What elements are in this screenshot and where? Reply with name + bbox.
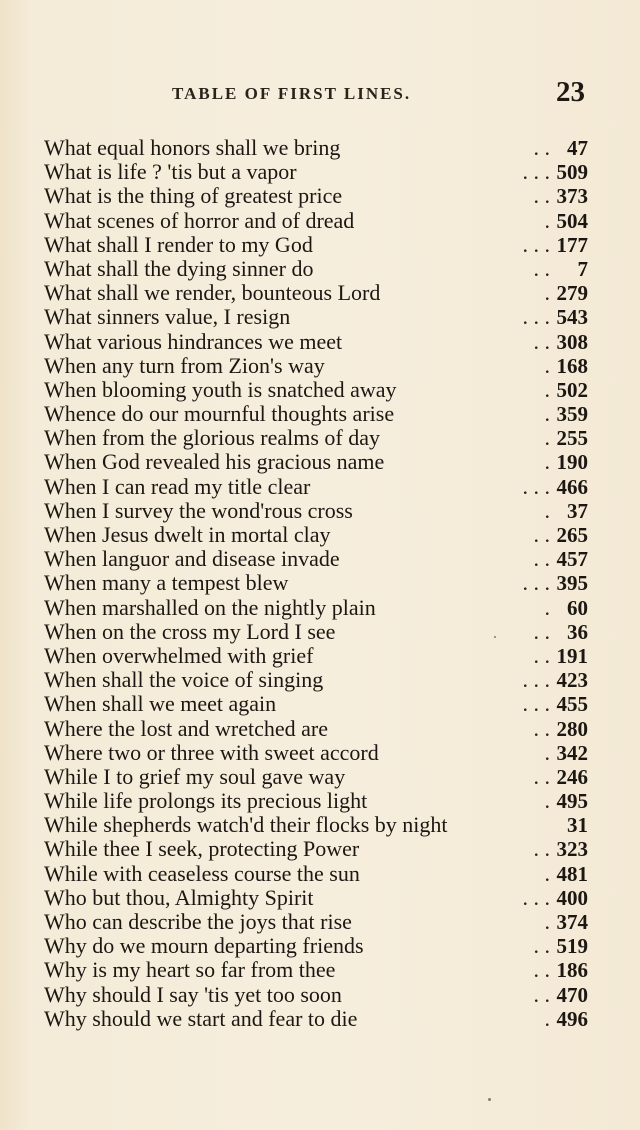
dot-leader: . . bbox=[533, 933, 550, 959]
hymn-number: 466 bbox=[556, 474, 588, 499]
first-line-text: Whence do our mournful thoughts arise bbox=[44, 401, 395, 427]
index-entry bbox=[44, 136, 590, 160]
hymn-number: 279 bbox=[556, 281, 588, 306]
index-entry bbox=[44, 692, 590, 716]
paper-speck bbox=[488, 1098, 491, 1101]
index-entry bbox=[44, 571, 590, 595]
index-entry bbox=[44, 837, 590, 861]
index-entry bbox=[44, 741, 590, 765]
hymn-number: 168 bbox=[556, 353, 588, 378]
first-line-text: When any turn from Zion's way bbox=[44, 352, 325, 378]
hymn-number: 36 bbox=[567, 619, 588, 644]
dot-leader: . . . bbox=[522, 667, 550, 693]
first-line-text: While shepherds watch'd their flocks by night bbox=[44, 812, 448, 838]
dot-leader: . . . bbox=[522, 691, 550, 717]
first-line-text: What shall I render to my God bbox=[44, 231, 313, 257]
hymn-number: 543 bbox=[556, 305, 588, 330]
dot-leader: . . bbox=[533, 255, 550, 281]
hymn-number: 37 bbox=[567, 498, 588, 523]
first-line-text: What is life ? 'tis but a vapor bbox=[44, 159, 297, 185]
hymn-number: 373 bbox=[556, 184, 588, 209]
hymn-number: 47 bbox=[567, 136, 588, 160]
dot-leader: . bbox=[544, 401, 550, 427]
running-title: TABLE OF FIRST LINES. bbox=[172, 84, 412, 103]
dot-leader: . . bbox=[533, 957, 550, 983]
hymn-number: 265 bbox=[556, 523, 588, 547]
dot-leader: . bbox=[544, 497, 550, 523]
index-entry bbox=[44, 160, 590, 184]
index-entry bbox=[44, 330, 590, 354]
hymn-number: 177 bbox=[556, 232, 588, 257]
first-line-text: When on the cross my Lord I see bbox=[44, 618, 336, 644]
dot-leader: . bbox=[544, 909, 550, 934]
index-entry bbox=[44, 378, 590, 402]
first-line-text: Where the lost and wretched are bbox=[44, 715, 329, 741]
first-line-text: When many a tempest blew bbox=[44, 570, 289, 596]
index-entry bbox=[44, 620, 590, 644]
page-header bbox=[0, 78, 640, 108]
hymn-number: 509 bbox=[556, 160, 588, 185]
index-entry bbox=[44, 450, 590, 474]
index-entry bbox=[44, 354, 590, 378]
first-line-text: When from the glorious realms of day bbox=[44, 425, 381, 451]
first-line-text: When overwhelmed with grief bbox=[44, 642, 314, 668]
dot-leader: . bbox=[544, 788, 550, 814]
hymn-number: 374 bbox=[556, 910, 588, 934]
first-line-text: Why is my heart so far from thee bbox=[44, 957, 336, 983]
first-line-text: Why should we start and fear to die bbox=[44, 1005, 358, 1031]
hymn-number: 60 bbox=[567, 595, 588, 620]
first-line-text: While life prolongs its precious light bbox=[44, 788, 368, 814]
dot-leader: . bbox=[544, 376, 550, 402]
index-entry bbox=[44, 402, 590, 426]
first-line-text: When Jesus dwelt in mortal clay bbox=[44, 522, 331, 547]
index-entry bbox=[44, 499, 590, 523]
index-entry bbox=[44, 983, 590, 1007]
hymn-number: 191 bbox=[556, 643, 588, 668]
dot-leader: . . . bbox=[522, 231, 550, 257]
first-line-text: While thee I seek, protecting Power bbox=[44, 836, 360, 862]
first-lines-index bbox=[44, 136, 590, 1031]
hymn-number: 502 bbox=[556, 377, 588, 402]
index-entry bbox=[44, 523, 590, 547]
hymn-number: 186 bbox=[556, 958, 588, 983]
dot-leader: . . bbox=[533, 135, 550, 160]
first-line-text: When blooming youth is snatched away bbox=[44, 376, 397, 402]
hymn-number: 481 bbox=[556, 861, 588, 886]
first-line-text: When shall the voice of singing bbox=[44, 667, 324, 693]
page-number: 23 bbox=[556, 76, 585, 108]
hymn-number: 519 bbox=[556, 934, 588, 959]
first-line-text: When marshalled on the nightly plain bbox=[44, 594, 376, 620]
first-line-text: When I can read my title clear bbox=[44, 473, 311, 499]
dot-leader: . bbox=[544, 352, 550, 378]
dot-leader: . bbox=[544, 280, 550, 306]
dot-leader: . . . bbox=[522, 159, 550, 185]
dot-leader: . . bbox=[533, 328, 550, 354]
hymn-number: 323 bbox=[556, 837, 588, 862]
dot-leader: . . . bbox=[522, 473, 550, 499]
dot-leader: . . bbox=[533, 836, 550, 862]
dot-leader: . bbox=[544, 860, 550, 886]
first-line-text: What scenes of horror and of dread bbox=[44, 207, 355, 233]
dot-leader: . bbox=[544, 739, 550, 765]
hymn-number: 255 bbox=[556, 426, 588, 451]
first-line-text: Who can describe the joys that rise bbox=[44, 909, 352, 934]
index-entry bbox=[44, 958, 590, 982]
hymn-number: 359 bbox=[556, 402, 588, 427]
dot-leader: . . . bbox=[522, 304, 550, 330]
first-line-text: When languor and disease invade bbox=[44, 546, 340, 572]
index-entry bbox=[44, 305, 590, 329]
first-line-text: What is the thing of greatest price bbox=[44, 183, 343, 209]
index-entry bbox=[44, 644, 590, 668]
first-line-text: When I survey the wond'rous cross bbox=[44, 497, 353, 523]
dot-leader: . . bbox=[533, 763, 550, 789]
first-line-text: Who but thou, Almighty Spirit bbox=[44, 884, 314, 910]
index-entry bbox=[44, 426, 590, 450]
hymn-number: 423 bbox=[556, 668, 588, 693]
first-line-text: What various hindrances we meet bbox=[44, 328, 343, 354]
dot-leader: . bbox=[544, 449, 550, 475]
dot-leader: . . . bbox=[522, 570, 550, 596]
index-entry bbox=[44, 1007, 590, 1031]
first-line-text: When shall we meet again bbox=[44, 691, 277, 717]
hymn-number: 246 bbox=[556, 764, 588, 789]
hymn-number: 400 bbox=[556, 885, 588, 910]
index-entry bbox=[44, 184, 590, 208]
first-line-text: What shall the dying sinner do bbox=[44, 255, 314, 281]
hymn-number: 342 bbox=[556, 740, 588, 765]
first-line-text: Why do we mourn departing friends bbox=[44, 933, 364, 959]
hymn-number: 470 bbox=[556, 982, 588, 1007]
hymn-number: 308 bbox=[556, 329, 588, 354]
index-entry bbox=[44, 862, 590, 886]
first-line-text: Why should I say 'tis yet too soon bbox=[44, 981, 342, 1007]
dot-leader: . . bbox=[533, 522, 550, 547]
dot-leader: . bbox=[544, 1005, 550, 1031]
first-line-text: What shall we render, bounteous Lord bbox=[44, 280, 381, 306]
hymn-number: 7 bbox=[577, 256, 588, 281]
index-entry bbox=[44, 789, 590, 813]
hymn-number: 395 bbox=[556, 571, 588, 596]
hymn-number: 31 bbox=[567, 813, 588, 838]
first-line-text: When God revealed his gracious name bbox=[44, 449, 385, 475]
index-entry bbox=[44, 233, 590, 257]
hymn-number: 457 bbox=[556, 547, 588, 572]
hymn-number: 504 bbox=[556, 208, 588, 233]
dot-leader: . . bbox=[533, 546, 550, 572]
hymn-number: 455 bbox=[556, 692, 588, 717]
hymn-number: 496 bbox=[556, 1006, 588, 1031]
index-entry bbox=[44, 886, 590, 910]
index-entry bbox=[44, 596, 590, 620]
dot-leader: . . . bbox=[522, 884, 550, 910]
dot-leader: . . bbox=[533, 981, 550, 1007]
dot-leader: . bbox=[544, 425, 550, 451]
index-entry bbox=[44, 910, 590, 934]
first-line-text: While I to grief my soul gave way bbox=[44, 763, 346, 789]
dot-leader: . . bbox=[533, 183, 550, 209]
index-entry bbox=[44, 257, 590, 281]
dot-leader: . . bbox=[533, 715, 550, 741]
index-entry bbox=[44, 281, 590, 305]
dot-leader: . bbox=[544, 594, 550, 620]
index-entry bbox=[44, 547, 590, 571]
first-line-text: What equal honors shall we bring bbox=[44, 135, 341, 160]
index-entry bbox=[44, 934, 590, 958]
index-entry bbox=[44, 717, 590, 741]
dot-leader: . . bbox=[533, 618, 550, 644]
first-line-text: What sinners value, I resign bbox=[44, 304, 291, 330]
hymn-number: 190 bbox=[556, 450, 588, 475]
paper-speck bbox=[494, 636, 496, 638]
index-entry bbox=[44, 475, 590, 499]
dot-leader: . bbox=[544, 207, 550, 233]
index-entry bbox=[44, 209, 590, 233]
index-entry bbox=[44, 813, 590, 837]
first-line-text: Where two or three with sweet accord bbox=[44, 739, 379, 765]
index-entry bbox=[44, 765, 590, 789]
hymn-number: 280 bbox=[556, 716, 588, 741]
first-line-text: While with ceaseless course the sun bbox=[44, 860, 360, 886]
index-entry bbox=[44, 668, 590, 692]
dot-leader: . . bbox=[533, 642, 550, 668]
hymn-number: 495 bbox=[556, 789, 588, 814]
